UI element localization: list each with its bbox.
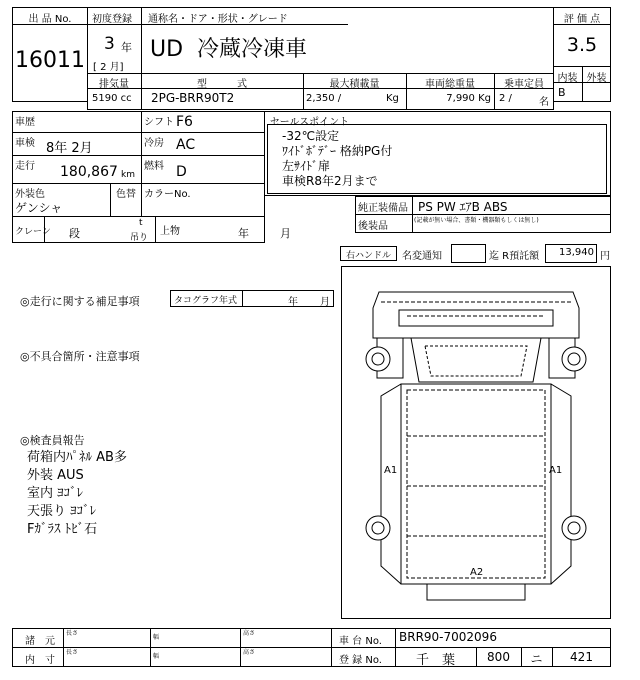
- handle-value: 右ハンドル: [345, 251, 391, 261]
- dims-width-label: 幅: [153, 634, 160, 641]
- inspection-value: 8年 2月: [46, 141, 93, 156]
- name-change-label: 名変通知: [402, 251, 442, 262]
- dimensions-label: 諸 元: [25, 636, 55, 647]
- inspector-line-2: 外装 AUS: [27, 468, 84, 483]
- inner-length-label: 長さ: [66, 649, 79, 656]
- ac-label: 冷房: [144, 138, 164, 149]
- color-no-label: カラーNo.: [144, 189, 191, 200]
- plate-label: 登 録 No.: [339, 655, 382, 666]
- tachograph-year: 年: [288, 297, 298, 308]
- refund-label: 迄 R預託額: [489, 251, 540, 262]
- capacity-label: 乗車定員: [504, 79, 544, 90]
- sales-point-3: 左ｻｲﾄﾞ扉: [282, 159, 331, 173]
- sales-points-title: セールスポイント: [270, 117, 350, 128]
- inspector-line-1: 荷箱内ﾊﾟﾈﾙ AB多: [27, 450, 127, 465]
- sales-point-4: 車検R8年2月まで: [282, 174, 378, 188]
- capacity-value: 2 /: [499, 93, 512, 104]
- interior-label: 内装: [557, 73, 578, 84]
- mileage-label: 走行: [15, 161, 35, 172]
- inspector-line-4: 天張り ﾖｺﾞﾚ: [27, 504, 97, 519]
- genuine-value: PS PW ｴｱB ABS: [418, 200, 508, 214]
- ac-value: AC: [176, 137, 196, 153]
- inspector-title: ◎検査員報告: [20, 434, 85, 447]
- sales-point-2: ﾜｲﾄﾞﾎﾞﾃﾞｰ 格納PG付: [282, 144, 393, 158]
- chassis-value: BRR90-7002096: [399, 630, 497, 644]
- genuine-label: 純正装備品: [358, 203, 408, 214]
- crane-ton: t: [139, 218, 143, 228]
- max-load-label: 最大積載量: [329, 79, 380, 90]
- displacement-value: 5190 cc: [92, 93, 132, 104]
- shift-label: シフト: [144, 117, 174, 128]
- exterior-label: 外装: [586, 73, 607, 84]
- first-reg-month: [ 2 月]: [93, 62, 124, 73]
- shift-value: F6: [176, 114, 193, 130]
- inspection-label: 車検: [15, 138, 35, 149]
- inner-width-label: 幅: [153, 653, 160, 660]
- capacity-unit: 名: [539, 97, 549, 108]
- crane-steps: 段: [69, 227, 80, 240]
- chassis-label: 車 台 No.: [339, 636, 382, 647]
- inner-height-label: 高さ: [243, 649, 256, 656]
- lot-number: 16011: [15, 48, 85, 73]
- name-change-box: [451, 244, 486, 263]
- tachograph-label: タコグラフ年式: [174, 296, 238, 306]
- lot-label: 出 品 No.: [28, 14, 72, 25]
- crane-hang: 吊り: [130, 233, 149, 243]
- gross-weight-value: 7,990 Kg: [446, 93, 491, 104]
- gross-weight-label: 車両総重量: [425, 79, 475, 90]
- fuel-label: 燃料: [144, 161, 164, 172]
- max-load-unit: Kg: [386, 93, 399, 104]
- history-label: 車歴: [15, 117, 35, 128]
- plate-number: 421: [570, 650, 593, 664]
- aftermarket-note: (記載が無い場合、書類・機器類もしくは無し): [414, 217, 539, 224]
- aftermarket-label: 後装品: [358, 221, 388, 232]
- dims-height-label: 高さ: [243, 630, 256, 637]
- ext-color-label: 外装色: [15, 189, 45, 200]
- name-label: 通称名・ドア・形状・グレード: [148, 14, 288, 25]
- color-change-label: 色替: [116, 189, 136, 200]
- fuel-value: D: [176, 164, 187, 180]
- crane-label: クレーン: [15, 227, 51, 237]
- inspector-line-5: Fｶﾞﾗｽ ﾄﾋﾞ石: [27, 522, 98, 537]
- model-value: 2PG-BRR90T2: [151, 91, 235, 105]
- mount-month: 月: [280, 227, 291, 240]
- vehicle-name: UD 冷蔵冷凍車: [150, 37, 308, 62]
- defects-title: ◎不具合箇所・注意事項: [20, 350, 140, 363]
- score-value: 3.5: [566, 34, 598, 56]
- plate-region: 千 葉: [415, 653, 455, 668]
- refund-unit: 円: [600, 251, 610, 262]
- first-reg-label: 初度登録: [92, 14, 132, 25]
- interior-grade: B: [558, 86, 566, 99]
- max-load-value: 2,350 /: [306, 93, 342, 104]
- model-label: 型 式: [197, 79, 247, 90]
- mileage-value: 180,867: [60, 164, 118, 180]
- damage-mark-a1-right: A1: [549, 465, 563, 476]
- tachograph-month: 月: [320, 297, 330, 308]
- damage-mark-a2-rear: A2: [470, 567, 484, 578]
- driving-notes-title: ◎走行に関する補足事項: [20, 295, 140, 308]
- first-reg-year: 3: [104, 34, 115, 54]
- first-reg-year-unit: 年: [121, 41, 132, 54]
- ext-color-value: ゲンシャ: [15, 201, 63, 215]
- score-label: 評 価 点: [563, 14, 601, 25]
- dims-length-label: 長さ: [66, 630, 79, 637]
- mount-label: 上物: [160, 226, 180, 237]
- inspector-line-3: 室内 ﾖｺﾞﾚ: [27, 486, 84, 501]
- plate-class: 800: [487, 650, 510, 664]
- mileage-unit: km: [121, 170, 135, 180]
- damage-mark-a1-left: A1: [384, 465, 398, 476]
- mount-year: 年: [238, 227, 249, 240]
- refund-value: 13,940: [559, 247, 594, 258]
- interior-dims-label: 内 寸: [25, 655, 55, 666]
- displacement-label: 排気量: [99, 79, 129, 90]
- sales-point-1: -32℃設定: [282, 129, 340, 143]
- plate-kana: ニ: [530, 652, 543, 666]
